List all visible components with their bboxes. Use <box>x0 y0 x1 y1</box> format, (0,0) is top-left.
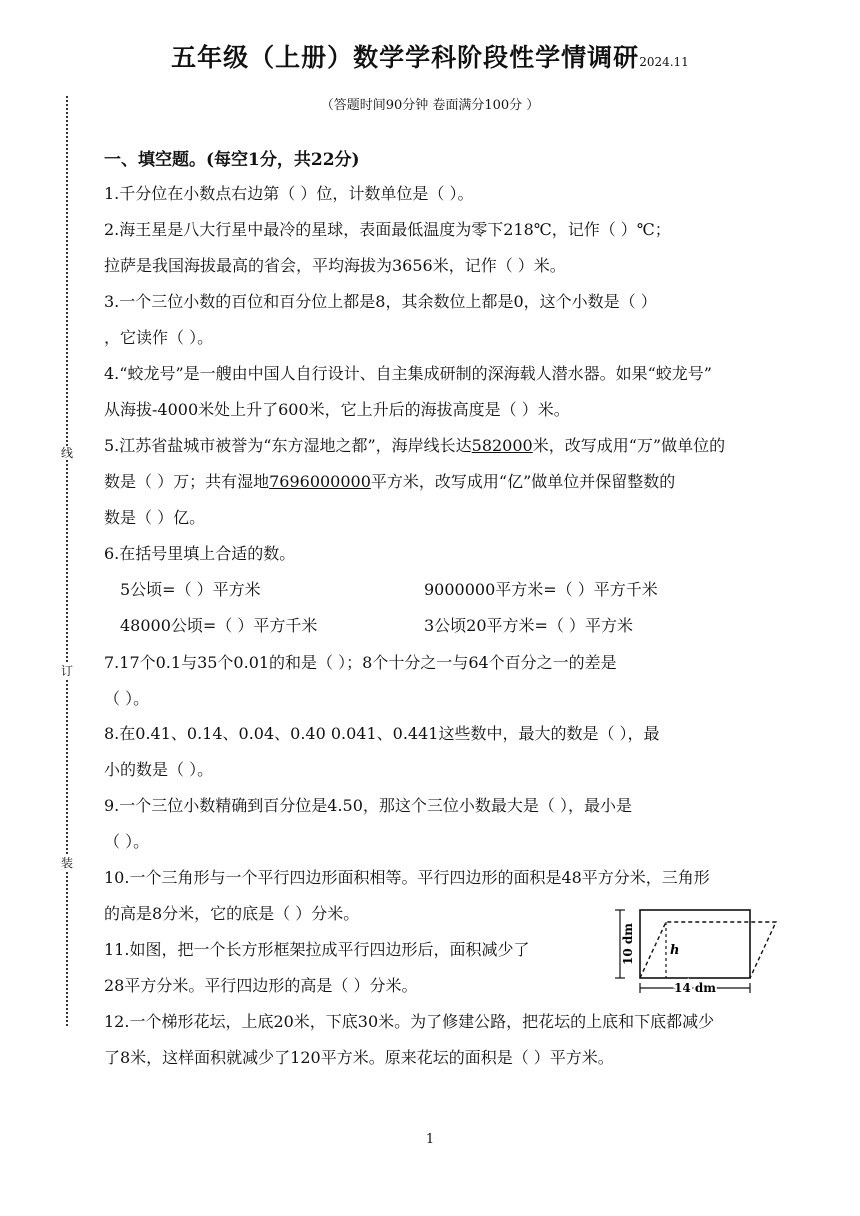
binding-char-ding: 订 <box>58 664 76 678</box>
question-3-line-2: ，它读作（ ）。 <box>104 328 214 347</box>
question-6-item-4: 3公顷20平方米=（ ）平方米 <box>424 616 634 635</box>
q5-b-number: 7696000000 <box>269 472 371 491</box>
question-5-line-1 <box>104 433 725 456</box>
question-4-line-2: 从海拔-4000米处上升了600米，它上升后的海拔高度是（ ）米。 <box>104 400 570 419</box>
section-1-heading: 一、填空题。(每空1分，共22分) <box>104 150 360 170</box>
width-label: 14 dm <box>674 981 716 995</box>
page-number: 1 <box>425 1132 435 1147</box>
question-5-line-2 <box>104 469 675 492</box>
title-date: 2024.11 <box>639 55 689 69</box>
question-3-line-1: 3.一个三位小数的百位和百分位上都是8，其余数位上都是0，这个小数是（ ） <box>104 292 657 311</box>
binding-char-zhuang: 装 <box>58 856 76 870</box>
q5-b-pre: 数是（ ）万；共有湿地 <box>104 472 270 491</box>
question-6-item-2: 9000000平方米=（ ）平方千米 <box>424 580 658 599</box>
q5-a-pre: 5.江苏省盐城市被誉为“东方湿地之都”，海岸线长达 <box>104 436 472 455</box>
question-10-line-1: 10.一个三角形与一个平行四边形面积相等。平行四边形的面积是48平方分米，三角形 <box>104 868 710 887</box>
title-text: 五年级（上册）数学学科阶段性学情调研 <box>171 43 640 72</box>
page-title <box>0 38 860 74</box>
question-10-line-2: 的高是8分米，它的底是（ ）分米。 <box>104 904 360 923</box>
question-4-line-1: 4.“蛟龙号”是一艘由中国人自行设计、自主集成研制的深海载人潜水器。如果“蛟龙号” <box>104 364 712 383</box>
binding-margin <box>62 96 72 1026</box>
question-7-line-1: 7.17个0.1与35个0.01的和是（ ）；8个十分之一与64个百分之一的差是 <box>104 653 617 672</box>
question-11-line-1: 11.如图，把一个长方形框架拉成平行四边形后，面积减少了 <box>104 940 530 959</box>
question-11-line-2: 28平方分米。平行四边形的高是（ ）分米。 <box>104 976 418 995</box>
question-7-line-2: （ ）。 <box>104 689 150 708</box>
dotted-binding-line <box>66 96 68 1026</box>
q5-a-post: 米，改写成用“万”做单位的 <box>532 436 726 455</box>
q5-a-number: 582000 <box>471 436 533 455</box>
question-8-line-2: 小的数是（ ）。 <box>104 760 214 779</box>
question-1: 1.千分位在小数点右边第（ ）位，计数单位是（ ）。 <box>104 184 474 203</box>
question-8-line-1: 8.在0.41、0.14、0.04、0.40 0.041、0.441这些数中，最大的数是（ ），最 <box>104 724 660 743</box>
q5-b-post: 平方米，改写成用“亿”做单位并保留整数的 <box>370 472 676 491</box>
height-label: 10 dm <box>621 923 635 965</box>
question-6-item-3: 48000公顷=（ ）平方千米 <box>120 616 318 635</box>
question-6-item-1: 5公顷=（ ）平方米 <box>120 580 261 599</box>
question-6-title: 6.在括号里填上合适的数。 <box>104 544 296 563</box>
question-5-line-3: 数是（ ）亿。 <box>104 508 206 527</box>
page-subtitle: （答题时间90分钟 卷面满分100分 ） <box>320 98 540 113</box>
binding-char-xian: 线 <box>58 446 76 460</box>
parallelogram-figure <box>606 902 790 1006</box>
question-9-line-1: 9.一个三位小数精确到百分位是4.50，那这个三位小数最大是（ ），最小是 <box>104 796 632 815</box>
h-label: h <box>670 943 680 958</box>
question-12-line-1: 12.一个梯形花坛，上底20米，下底30米。为了修建公路，把花坛的上底和下底都减少 <box>104 1012 715 1031</box>
question-12-line-2: 了8米，这样面积就减少了120平方米。原来花坛的面积是（ ）平方米。 <box>104 1048 614 1067</box>
question-2-line-1: 2.海王星是八大行星中最冷的星球，表面最低温度为零下218℃，记作（ ）℃； <box>104 220 671 239</box>
question-2-line-2: 拉萨是我国海拔最高的省会，平均海拔为3656米，记作（ ）米。 <box>104 256 566 275</box>
question-9-line-2: （ ）。 <box>104 832 150 851</box>
parallelogram-outline <box>640 922 776 978</box>
